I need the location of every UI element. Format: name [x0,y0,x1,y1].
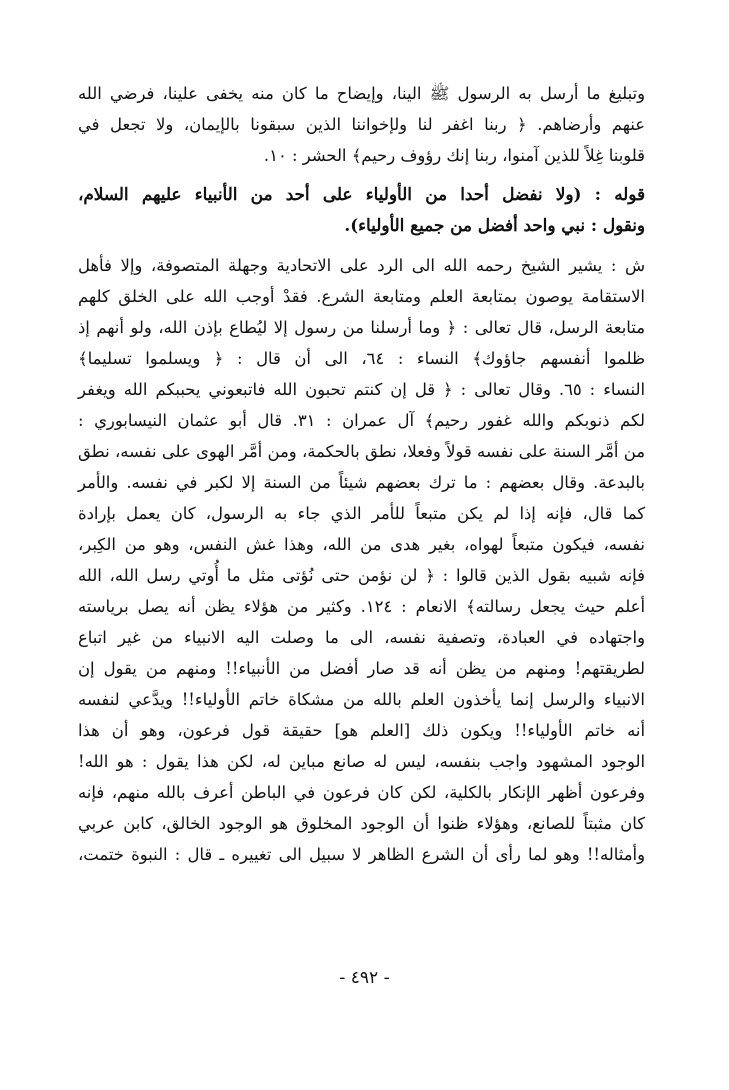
heading-line: قوله : (ولا نفضل أحدا من الأولياء على أحد من الأنبياء عليهم السلام، [78,184,645,204]
page-number: - ٤٩٢ - [339,968,390,988]
text-line: ش : يشير الشيخ رحمه الله الى الرد على الاتحادية وجهلة المتصوفة، وإلا فأهل [78,256,645,275]
text-line: متابعة الرسل، قال تعالى : ﴿ وما أرسلنا من رسول إلا ليُطاع بإذن الله، ولو أنهم إذ [78,318,645,337]
text-line: نفسه، فيكون متبعاً لهواه، بغير هدى من الله، وهذا غش النفس، وهو من الكِبر، [78,535,645,554]
heading-line: ونقول : نبي واحد أفضل من جميع الأولياء). [344,215,645,235]
paragraph-intro [78,78,645,171]
text-line: الوجود المشهود واجب بنفسه، ليس له صانع مباين له، لكن هذا يقول : هو الله! [78,752,645,771]
text-line: النساء : ٦٥. وقال تعالى : ﴿ قل إن كنتم تحبون الله فاتبعوني يحببكم الله ويغفر [78,380,646,399]
text-line: من أمَّر السنة على نفسه قولاً وفعلا، نطق بالحكمة، ومن أمَّر الهوى على نفسه، نطق [78,442,645,461]
text-line: لكم ذنوبكم والله غفور رحيم﴾ آل عمران : ٣١. قال أبو عثمان النيسابوري : [78,411,645,430]
text-line: قلوبنا غِلاً للذين آمنوا، ربنا إنك رؤوف رحيم﴾ الحشر : ١٠. [263,146,645,165]
text-line: فإنه شبيه بقول الذين قالوا : ﴿ لن نؤمن حتى نُؤتى مثل ما أُوتي رسل الله، الله [78,566,645,585]
text-line: واجتهاده في العبادة، وتصفية نفسه، الى ما وصلت اليه الانبياء من غير اتباع [78,628,645,647]
text-line: أنه خاتم الأولياء!! ويكون ذلك [العلم هو] حقيقة قول فرعون، وهو أن هذا [78,721,645,740]
text-line: كما قال، فإنه إذا لم يكن متبعاً للأمر الذي جاء به الرسول، كان يعمل بإرادة [78,504,645,523]
text-line: الانبياء والرسل إنما يأخذون العلم بالله من مشكاة خاتم الأولياء!! ويدَّعي لنفسه [78,690,645,709]
text-line: ظلموا أنفسهم جاؤوك﴾ النساء : ٦٤، الى أن قال : ﴿ ويسلموا تسليما﴾ [78,349,645,368]
text-line: الاستقامة يوصون بمتابعة العلم ومتابعة الشرع. فقدْ أوجب الله على الخلق كلهم [78,287,645,306]
text-line: كان مثبتاً للصانع، وهؤلاء ظنوا أن الوجود المخلوق هو الوجود الخالق، كابن عربي [78,814,645,833]
text-line: وفرعون أظهر الإنكار بالكلية، لكن كان فرعون في الباطن أعرف بالله منهم، فإنه [78,783,645,802]
text-line: وأمثاله!! وهو لما رأى أن الشرع الظاهر لا سبيل الى تغييره ـ قال : النبوة ختمت، [78,845,645,864]
text-line: عنهم وأرضاهم. ﴿ ربنا اغفر لنا ولإخواننا الذين سبقونا بالإيمان، ولا تجعل في [78,115,645,134]
text-line: أعلم حيث يجعل رسالته﴾ الانعام : ١٢٤. وكثير من هؤلاء يظن أنه يصل برياسته [78,597,645,616]
paragraph-commentary [78,250,645,870]
text-line: لطريقتهم! ومنهم من يظن أنه قد صار أفضل من الأنبياء!! ومنهم من يقول إن [78,659,645,678]
text-line: وتبليغ ما أرسل به الرسول ﷺ الينا، وإيضاح ما كان منه يخفى علينا، فرضي الله [78,84,645,103]
paragraph-quote-heading [78,179,645,241]
page-body [78,78,645,870]
text-line: بالبدعة. وقال بعضهم : ما ترك بعضهم شيئاً من السنة إلا لكبر في نفسه. والأمر [78,473,645,492]
